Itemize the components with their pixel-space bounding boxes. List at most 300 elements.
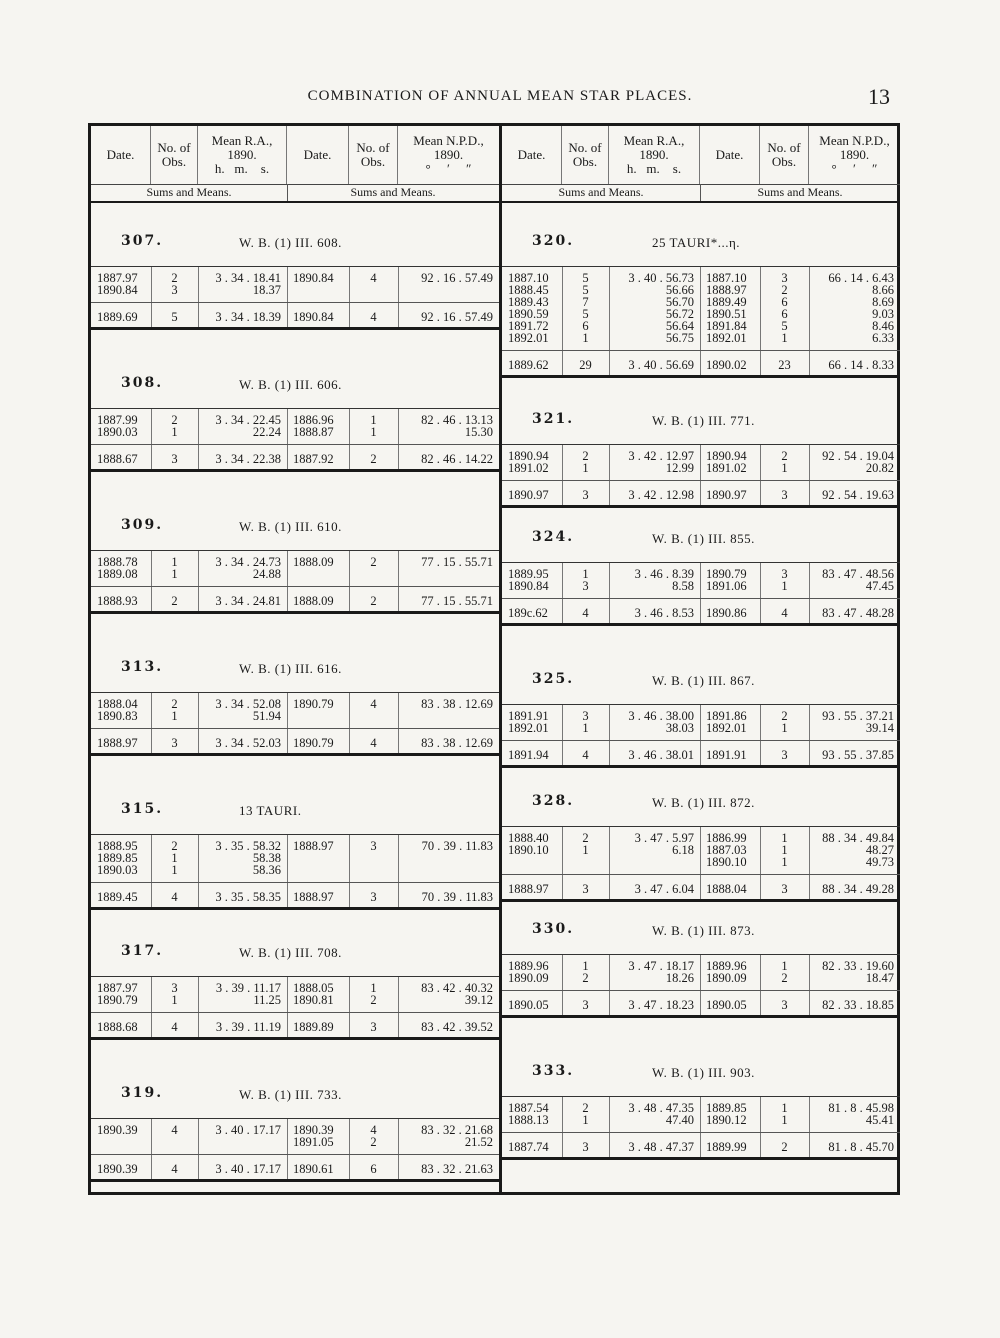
- obs-date: 1888.40: [508, 831, 549, 845]
- obs-date-column: [502, 563, 562, 598]
- mean-count: [760, 599, 809, 623]
- header-mean-npd: Mean N.P.D., 1890. ° ′ ″: [819, 133, 890, 176]
- mean-date: 1890.86: [706, 606, 747, 620]
- obs-date: 1886.96: [293, 413, 334, 427]
- column-rule: [287, 303, 288, 327]
- header-mean-npd: Mean N.P.D., 1890. ° ′ ″: [413, 133, 484, 176]
- mean-mean-ra: 3 . 48 . 47.37: [628, 1140, 694, 1154]
- obs-date-column: [287, 267, 349, 302]
- obs-mean-ra: 51.94: [252, 709, 281, 723]
- obs-date-column: [700, 705, 760, 740]
- star-name: W. B. (1) III. 872.: [652, 795, 755, 810]
- obs-count-column: [151, 693, 198, 728]
- star-title: [91, 916, 499, 976]
- obs-mean-ra: 3 . 42 . 12.97: [628, 449, 694, 463]
- obs-date: 1888.97: [706, 283, 747, 297]
- obs-mean-npd: 9.03: [872, 307, 894, 321]
- column-rule: [809, 705, 810, 740]
- star-rows: [91, 266, 499, 330]
- star-rows: [502, 266, 900, 378]
- obs-date: 1887.97: [97, 981, 138, 995]
- mean-mean-ra: [198, 587, 287, 611]
- mean-count: 3: [171, 736, 178, 750]
- obs-mean-ra: 3 . 34 . 24.73: [215, 555, 281, 569]
- observation-rows: [502, 827, 900, 875]
- mean-mean-ra: 3 . 46 . 8.53: [634, 606, 694, 620]
- obs-count: 1: [171, 555, 178, 569]
- obs-count-column: [562, 563, 609, 598]
- obs-mean-npd: 82 . 33 . 19.60: [822, 959, 894, 973]
- column-rule: [151, 693, 152, 728]
- column-rule: [287, 445, 288, 469]
- column-rule: [398, 445, 399, 469]
- obs-date: 1886.99: [706, 831, 747, 845]
- mean-row: [502, 351, 900, 378]
- obs-count: 1: [781, 331, 788, 345]
- obs-date-column: [700, 1097, 760, 1132]
- mean-mean-ra: [609, 1133, 700, 1157]
- obs-mean-npd: 49.73: [865, 855, 894, 869]
- mean-count: [349, 445, 398, 469]
- observation-rows: [502, 1097, 900, 1133]
- column-rule: [809, 1097, 810, 1132]
- column-rule: [809, 351, 810, 375]
- obs-date: 1888.87: [293, 425, 334, 439]
- column-rule: [398, 835, 399, 882]
- obs-mean-ra-column: [609, 955, 700, 990]
- obs-count: 1: [171, 425, 178, 439]
- observation-rows: [91, 835, 499, 883]
- obs-count: 4: [171, 1123, 178, 1137]
- column-rule: [809, 1133, 810, 1157]
- star-name: W. B. (1) III. 733.: [239, 1087, 342, 1102]
- column-rule: [609, 741, 610, 765]
- obs-mean-npd: 77 . 15 . 55.71: [421, 555, 493, 569]
- column-rule: [562, 705, 563, 740]
- column-rule: [198, 835, 199, 882]
- header-date: Date.: [502, 126, 562, 184]
- mean-count: 4: [582, 748, 589, 762]
- obs-date: 1890.03: [97, 425, 138, 439]
- right-half: [499, 126, 900, 1192]
- column-rule: [609, 1097, 610, 1132]
- star-name: 25 TAURI*...η.: [652, 235, 740, 250]
- mean-mean-npd: 92 . 54 . 19.63: [822, 488, 894, 502]
- obs-mean-npd: 83 . 38 . 12.69: [421, 697, 493, 711]
- obs-date: 1891.72: [508, 319, 549, 333]
- mean-date: [287, 587, 349, 611]
- column-rule: [700, 599, 701, 623]
- obs-date: 1890.81: [293, 993, 334, 1007]
- observation-rows: [502, 267, 900, 351]
- obs-date: 1888.78: [97, 555, 138, 569]
- star-rows: [91, 550, 499, 614]
- obs-mean-npd: 82 . 46 . 13.13: [421, 413, 493, 427]
- star-name: W. B. (1) III. 873.: [652, 923, 755, 938]
- column-rule: [287, 977, 288, 1012]
- mean-mean-npd: [809, 599, 900, 623]
- obs-count-column: [151, 267, 198, 302]
- sums-and-means-label: Sums and Means.: [502, 184, 701, 201]
- obs-mean-npd-column: [809, 1097, 900, 1132]
- mean-date: 1891.94: [508, 748, 549, 762]
- column-rule: [609, 705, 610, 740]
- obs-mean-npd: 83 . 47 . 48.56: [822, 567, 894, 581]
- obs-count-column: [151, 835, 198, 882]
- mean-mean-ra: 3 . 39 . 11.19: [215, 1020, 281, 1034]
- obs-mean-npd-column: [398, 835, 499, 882]
- star-rows: [91, 408, 499, 472]
- column-rule: [398, 409, 399, 444]
- obs-mean-npd-column: [398, 267, 499, 302]
- mean-date: [700, 599, 760, 623]
- obs-date-column: [700, 955, 760, 990]
- mean-date: 1890.02: [706, 358, 747, 372]
- obs-count: 4: [370, 697, 377, 711]
- obs-date-column: [502, 955, 562, 990]
- mean-date: [91, 587, 151, 611]
- obs-mean-ra-column: [198, 835, 287, 882]
- column-rule: [700, 445, 701, 480]
- mean-date: 1888.68: [97, 1020, 138, 1034]
- mean-date: [91, 729, 151, 753]
- obs-mean-ra-column: [198, 267, 287, 302]
- mean-count: [151, 1155, 198, 1179]
- column-rule: [562, 991, 563, 1015]
- column-rule: [349, 1013, 350, 1037]
- obs-date-column: [700, 827, 760, 874]
- column-rule: [151, 883, 152, 907]
- mean-mean-ra: [609, 991, 700, 1015]
- obs-count-column: [760, 827, 809, 874]
- obs-mean-npd: 8.66: [872, 283, 894, 297]
- obs-mean-npd-column: [809, 955, 900, 990]
- obs-mean-ra: 3 . 34 . 22.45: [215, 413, 281, 427]
- obs-date: 1890.09: [508, 971, 549, 985]
- mean-count: [562, 991, 609, 1015]
- mean-date: 1890.05: [706, 998, 747, 1012]
- obs-date: 1891.02: [706, 461, 747, 475]
- column-rule: [198, 587, 199, 611]
- column-rule: [349, 1155, 350, 1179]
- obs-count: 1: [781, 831, 788, 845]
- obs-date: 1889.96: [706, 959, 747, 973]
- star-number: 320.: [532, 233, 575, 249]
- mean-mean-ra: 3 . 46 . 38.01: [628, 748, 694, 762]
- column-rule: [562, 445, 563, 480]
- mean-count: 4: [781, 606, 788, 620]
- star-name: W. B. (1) III. 606.: [239, 377, 342, 392]
- mean-mean-ra: 3 . 34 . 18.39: [215, 310, 281, 324]
- obs-mean-ra-column: [609, 445, 700, 480]
- mean-mean-npd: [398, 883, 499, 907]
- column-rule: [198, 267, 199, 302]
- header-no-of-obs: No. of Obs.: [349, 126, 398, 184]
- column-rule: [562, 351, 563, 375]
- star-title: [502, 384, 900, 444]
- column-rule: [562, 1133, 563, 1157]
- column-rule: [562, 599, 563, 623]
- sums-and-means-row: [91, 184, 499, 203]
- obs-mean-npd: 8.46: [872, 319, 894, 333]
- column-rule: [398, 1119, 399, 1154]
- mean-date: 1890.97: [508, 488, 549, 502]
- star-title: [502, 502, 900, 562]
- obs-count: 2: [370, 1135, 377, 1149]
- obs-count: 1: [582, 721, 589, 735]
- mean-date: 1888.67: [97, 452, 138, 466]
- obs-date-column: [502, 705, 562, 740]
- obs-count: 4: [370, 1123, 377, 1137]
- column-rule: [349, 551, 350, 586]
- obs-count: 2: [171, 271, 178, 285]
- mean-mean-ra: [198, 729, 287, 753]
- column-rule: [609, 445, 610, 480]
- column-rule: [398, 977, 399, 1012]
- obs-mean-npd: 45.41: [865, 1113, 894, 1127]
- obs-mean-ra: 3 . 40 . 17.17: [215, 1123, 281, 1137]
- obs-date: 1887.97: [97, 271, 138, 285]
- column-rule: [760, 267, 761, 350]
- column-rule: [198, 693, 199, 728]
- column-rule: [398, 551, 399, 586]
- star-rows: [502, 826, 900, 902]
- running-title: COMBINATION OF ANNUAL MEAN STAR PLACES.: [307, 88, 693, 104]
- mean-date: [91, 303, 151, 327]
- obs-count: 7: [582, 295, 589, 309]
- obs-count-column: [562, 445, 609, 480]
- mean-mean-npd: [809, 741, 900, 765]
- star-name: W. B. (1) III. 867.: [652, 673, 755, 688]
- column-rule: [198, 1119, 199, 1154]
- column-rule: [198, 445, 199, 469]
- obs-date: 1890.79: [706, 567, 747, 581]
- obs-count: 1: [171, 709, 178, 723]
- mean-count: [151, 303, 198, 327]
- left-half: [91, 126, 499, 1192]
- column-rule: [398, 303, 399, 327]
- column-rule: [562, 827, 563, 874]
- mean-mean-ra: [609, 599, 700, 623]
- mean-count: [760, 741, 809, 765]
- obs-count: 1: [781, 461, 788, 475]
- observation-rows: [502, 445, 900, 481]
- mean-count: [151, 729, 198, 753]
- column-rule: [198, 1013, 199, 1037]
- obs-count: 2: [781, 283, 788, 297]
- star-number: 319.: [121, 1085, 164, 1101]
- obs-mean-ra: 3 . 47 . 5.97: [634, 831, 694, 845]
- obs-date: 1887.99: [97, 413, 138, 427]
- star-number: 315.: [121, 801, 164, 817]
- obs-mean-npd: 88 . 34 . 49.84: [822, 831, 894, 845]
- column-rule: [287, 883, 288, 907]
- mean-count: 3: [582, 1140, 589, 1154]
- mean-date: 1890.05: [508, 998, 549, 1012]
- mean-mean-npd: [398, 303, 499, 327]
- star-title: [502, 1036, 900, 1096]
- mean-date: [91, 883, 151, 907]
- obs-date: 1891.86: [706, 709, 747, 723]
- mean-mean-npd: 93 . 55 . 37.85: [822, 748, 894, 762]
- star-rows: [91, 976, 499, 1040]
- mean-date: 1890.61: [293, 1162, 334, 1176]
- mean-count: 3: [171, 452, 178, 466]
- mean-date: 1888.09: [293, 594, 334, 608]
- sums-and-means-label: Sums and Means.: [757, 185, 843, 199]
- obs-date-column: [502, 827, 562, 874]
- column-header-row: [502, 126, 900, 185]
- star-name: W. B. (1) III. 903.: [652, 1065, 755, 1080]
- obs-mean-npd: 66 . 14 . 6.43: [828, 271, 894, 285]
- column-rule: [349, 883, 350, 907]
- obs-count: 2: [582, 1101, 589, 1115]
- star-rows: [91, 834, 499, 910]
- star-rows: [502, 704, 900, 768]
- column-rule: [398, 1155, 399, 1179]
- obs-count: 1: [171, 993, 178, 1007]
- obs-count: 5: [781, 319, 788, 333]
- obs-count-column: [760, 955, 809, 990]
- column-header-row: [91, 126, 499, 185]
- column-rule: [609, 351, 610, 375]
- obs-count: 1: [582, 567, 589, 581]
- obs-mean-ra: 18.37: [252, 283, 281, 297]
- column-rule: [760, 741, 761, 765]
- mean-mean-npd: [809, 1133, 900, 1157]
- mean-mean-ra: [198, 1155, 287, 1179]
- obs-count: 1: [781, 843, 788, 857]
- column-rule: [700, 1097, 701, 1132]
- mean-mean-npd: 70 . 39 . 11.83: [421, 890, 493, 904]
- column-rule: [809, 827, 810, 874]
- column-rule: [809, 445, 810, 480]
- obs-count: 1: [370, 981, 377, 995]
- observation-rows: [502, 705, 900, 741]
- obs-date: 1888.13: [508, 1113, 549, 1127]
- obs-date: 1890.59: [508, 307, 549, 321]
- column-rule: [760, 445, 761, 480]
- column-rule: [151, 729, 152, 753]
- obs-count: 1: [781, 855, 788, 869]
- obs-mean-ra: 58.38: [252, 851, 281, 865]
- mean-date: 1889.99: [706, 1140, 747, 1154]
- obs-count-column: [151, 1119, 198, 1154]
- column-rule: [287, 409, 288, 444]
- obs-mean-ra: 6.18: [672, 843, 694, 857]
- obs-date: 1892.01: [508, 331, 549, 345]
- column-rule: [151, 267, 152, 302]
- column-rule: [198, 729, 199, 753]
- obs-count: 5: [582, 307, 589, 321]
- star-number: 330.: [532, 921, 575, 937]
- mean-date: [287, 883, 349, 907]
- obs-count-column: [562, 267, 609, 350]
- obs-date: 1888.04: [97, 697, 138, 711]
- star-title: [91, 206, 499, 266]
- star-number: 313.: [121, 659, 164, 675]
- obs-date: 1892.01: [508, 721, 549, 735]
- obs-date-column: [287, 693, 349, 728]
- obs-mean-ra-column: [609, 563, 700, 598]
- obs-count: 5: [582, 271, 589, 285]
- column-rule: [760, 1133, 761, 1157]
- obs-count: 2: [171, 839, 178, 853]
- mean-mean-ra: [198, 883, 287, 907]
- column-rule: [609, 267, 610, 350]
- obs-date: 1891.91: [508, 709, 549, 723]
- column-rule: [809, 955, 810, 990]
- column-rule: [700, 991, 701, 1015]
- obs-count: 1: [370, 413, 377, 427]
- obs-date: 1890.84: [97, 283, 138, 297]
- star-title: [91, 632, 499, 692]
- obs-count: 2: [370, 993, 377, 1007]
- mean-count: 23: [778, 358, 791, 372]
- obs-mean-ra: 56.66: [665, 283, 694, 297]
- mean-mean-npd: 82 . 46 . 14.22: [421, 452, 493, 466]
- column-rule: [287, 835, 288, 882]
- obs-date: 1890.51: [706, 307, 747, 321]
- obs-mean-ra: 3 . 34 . 18.41: [215, 271, 281, 285]
- mean-date: [287, 303, 349, 327]
- mean-count: 29: [579, 358, 592, 372]
- obs-date: 1890.79: [97, 993, 138, 1007]
- header-no-of-obs: No. of Obs.: [760, 126, 809, 184]
- obs-count-column: [151, 551, 198, 586]
- mean-count: 2: [171, 594, 178, 608]
- column-rule: [349, 1119, 350, 1154]
- column-rule: [760, 599, 761, 623]
- mean-date: [502, 741, 562, 765]
- obs-count: 1: [781, 721, 788, 735]
- column-rule: [760, 955, 761, 990]
- sums-and-means-label: Sums and Means.: [350, 185, 436, 199]
- observation-rows: [91, 409, 499, 445]
- obs-mean-ra: 56.70: [665, 295, 694, 309]
- obs-mean-npd-column: [398, 977, 499, 1012]
- column-rule: [349, 587, 350, 611]
- obs-mean-ra: 8.58: [672, 579, 694, 593]
- obs-count: 3: [781, 567, 788, 581]
- obs-date: 1887.10: [706, 271, 747, 285]
- obs-mean-npd-column: [809, 267, 900, 350]
- obs-mean-ra: 38.03: [665, 721, 694, 735]
- star-number: 307.: [121, 233, 164, 249]
- column-rule: [700, 351, 701, 375]
- obs-count: 3: [171, 283, 178, 297]
- column-rule: [349, 267, 350, 302]
- star-name: W. B. (1) III. 708.: [239, 945, 342, 960]
- star-name: W. B. (1) III. 855.: [652, 531, 755, 546]
- header-no-of-obs: No. of Obs.: [151, 126, 198, 184]
- obs-date: 1892.01: [706, 721, 747, 735]
- obs-date: 1891.84: [706, 319, 747, 333]
- obs-mean-ra: 3 . 40 . 56.73: [628, 271, 694, 285]
- observation-rows: [502, 955, 900, 991]
- obs-date: 1889.96: [508, 959, 549, 973]
- obs-count: 2: [582, 831, 589, 845]
- star-name: 13 TAURI.: [239, 803, 302, 818]
- mean-row: [91, 587, 499, 614]
- column-rule: [562, 1097, 563, 1132]
- obs-date: 1890.84: [508, 579, 549, 593]
- column-rule: [198, 551, 199, 586]
- column-rule: [398, 729, 399, 753]
- column-rule: [349, 977, 350, 1012]
- header-date: Date.: [700, 126, 760, 184]
- obs-count: 2: [171, 697, 178, 711]
